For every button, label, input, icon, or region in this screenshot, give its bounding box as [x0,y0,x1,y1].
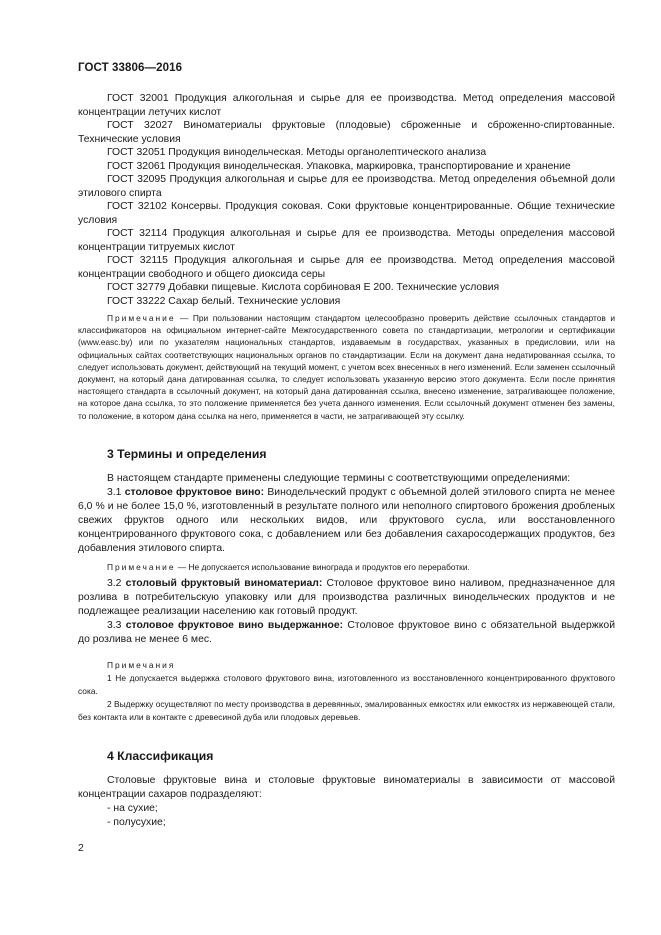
reference-item: ГОСТ 32114 Продукция алкогольная и сырье для ее производства. Методы определения массовой концентрации титруемых кислот [78,228,615,253]
list-item: - полусухие; [107,816,166,828]
list-item: - на сухие; [107,802,158,814]
term-3-1-note [78,561,615,573]
page-number: 2 [78,842,84,854]
normative-references-list [78,92,615,308]
reference-item: ГОСТ 32095 Продукция алкогольная и сырье для ее производства. Метод определения объемной доли этилового спирта [78,174,615,199]
section-3-heading: 3 Термины и определения [107,446,267,461]
term-name: столовый фруктовый виноматериал: [125,577,323,589]
notes-title: Примечания [107,659,176,670]
term-number: 3.1 [107,486,125,498]
reference-item: ГОСТ 32102 Консервы. Продукция соковая. Соки фруктовые концентрированные. Общие технические условия [78,201,615,226]
term-3-3 [78,619,615,647]
reference-item: ГОСТ 32115 Продукция алкогольная и сырье для ее производства. Метод определения массовой концентрации свободного и общего диоксида серы [78,255,615,280]
reference-item: ГОСТ 32027 Виноматериалы фруктовые (плодовые) сброженные и сброженно-спиртованные. Технические условия [78,120,615,145]
term-definition: Винодельческий продукт с объемной долей этилового спирта не менее 6,0 % и не более 15,0 %, изготовленный в результате полного или неполного спиртового брожения дробленых свежих фруктов одного или нескольких видов, или фруктового сусла, или восстановленного концентрированного фруктового сока, с добавлением или без добавления сахаросодержащих продуктов, без добавления этилового спирта. [78,486,615,554]
note-label: Примечание [107,313,176,323]
note-label: Примечание [107,561,176,572]
section-3-notes [78,659,615,724]
term-name: столовое фруктовое вино выдержанное: [125,619,344,631]
document-code-header: ГОСТ 33806—2016 [78,62,183,74]
section-4-heading: 4 Классификация [107,748,214,763]
section-3-intro: В настоящем стандарте применены следующие термины с соответствующими определениями: [107,472,571,484]
term-number: 3.3 [107,619,126,631]
term-number: 3.2 [107,577,126,589]
term-3-2 [78,577,615,619]
reference-item: ГОСТ 32051 Продукция винодельческая. Методы органолептического анализа [107,147,487,158]
term-definition: Столовое фруктовое вино наливом, предназначенное для розлива в потребительскую упаковку или для производства различных винодельческих продуктов и не подлежащее реализации населению как готовый продукт. [78,577,615,617]
page-content [78,92,615,830]
section-4-intro: Столовые фруктовые вина и столовые фруктовые виноматериалы в зависимости от массовой концентрации сахаров подразделяют: [78,774,615,800]
note-item: 1 Не допускается выдержка столового фруктового вина, изготовленного из восстановленного концентрированного фруктового сока. [78,672,615,696]
note-item: 2 Выдержку осуществляют по месту производства в деревянных, эмалированных емкостях или емкостях из нержавеющей стали, без контакта или в контакте с древесиной дуба или плодовых деревьев. [78,698,615,722]
term-3-1 [78,486,615,556]
term-definition: Столовое фруктовое вино с обязательной выдержкой до розлива не менее 6 мес. [78,619,615,645]
term-name: столовое фруктовое вино: [124,486,265,498]
reference-item: ГОСТ 32001 Продукция алкогольная и сырье для ее производства. Метод определения массовой концентрации летучих кислот [78,93,615,118]
reference-item: ГОСТ 33222 Сахар белый. Технические условия [107,295,341,307]
note-text: — При пользовании настоящим стандартом целесообразно проверить действие ссылочных стандартов и классификаторов на официальном интернет-сайте Межгосударственного совета по стандартизации, метрологии и сертификации (www.easc.by) или по указателям национальных стандартов, издаваемым в государствах, указанных в предисловии, или на официальных сайтах соответствующих национальных органов по стандартизации. Если на документ дана недатированная ссылка, то следует использовать документ, действующий на текущий момент, с учетом всех внесенных в него изменений. Если заменен ссылочный документ, на который дана датированная ссылка, то следует использовать указанную версию этого документа. Если после принятия настоящего стандарта в ссылочный документ, на который дана датированная ссылка, внесено изменение, затрагивающее положение, на которое дана ссылка, то это положение применяется без учета данного изменения. Если ссылочный документ отменен без замены, то положение, в котором дана ссылка на него, применяется в части, не затрагивающей эту ссылку. [78,313,615,421]
reference-item: ГОСТ 32779 Добавки пищевые. Кислота сорбиновая Е 200. Технические условия [107,282,500,293]
note-text: — Не допускается использование винограда и продуктов его переработки. [175,561,470,572]
reference-item: ГОСТ 32061 Продукция винодельческая. Упаковка, маркировка, транспортирование и хранение [107,160,571,172]
references-note [78,312,615,422]
